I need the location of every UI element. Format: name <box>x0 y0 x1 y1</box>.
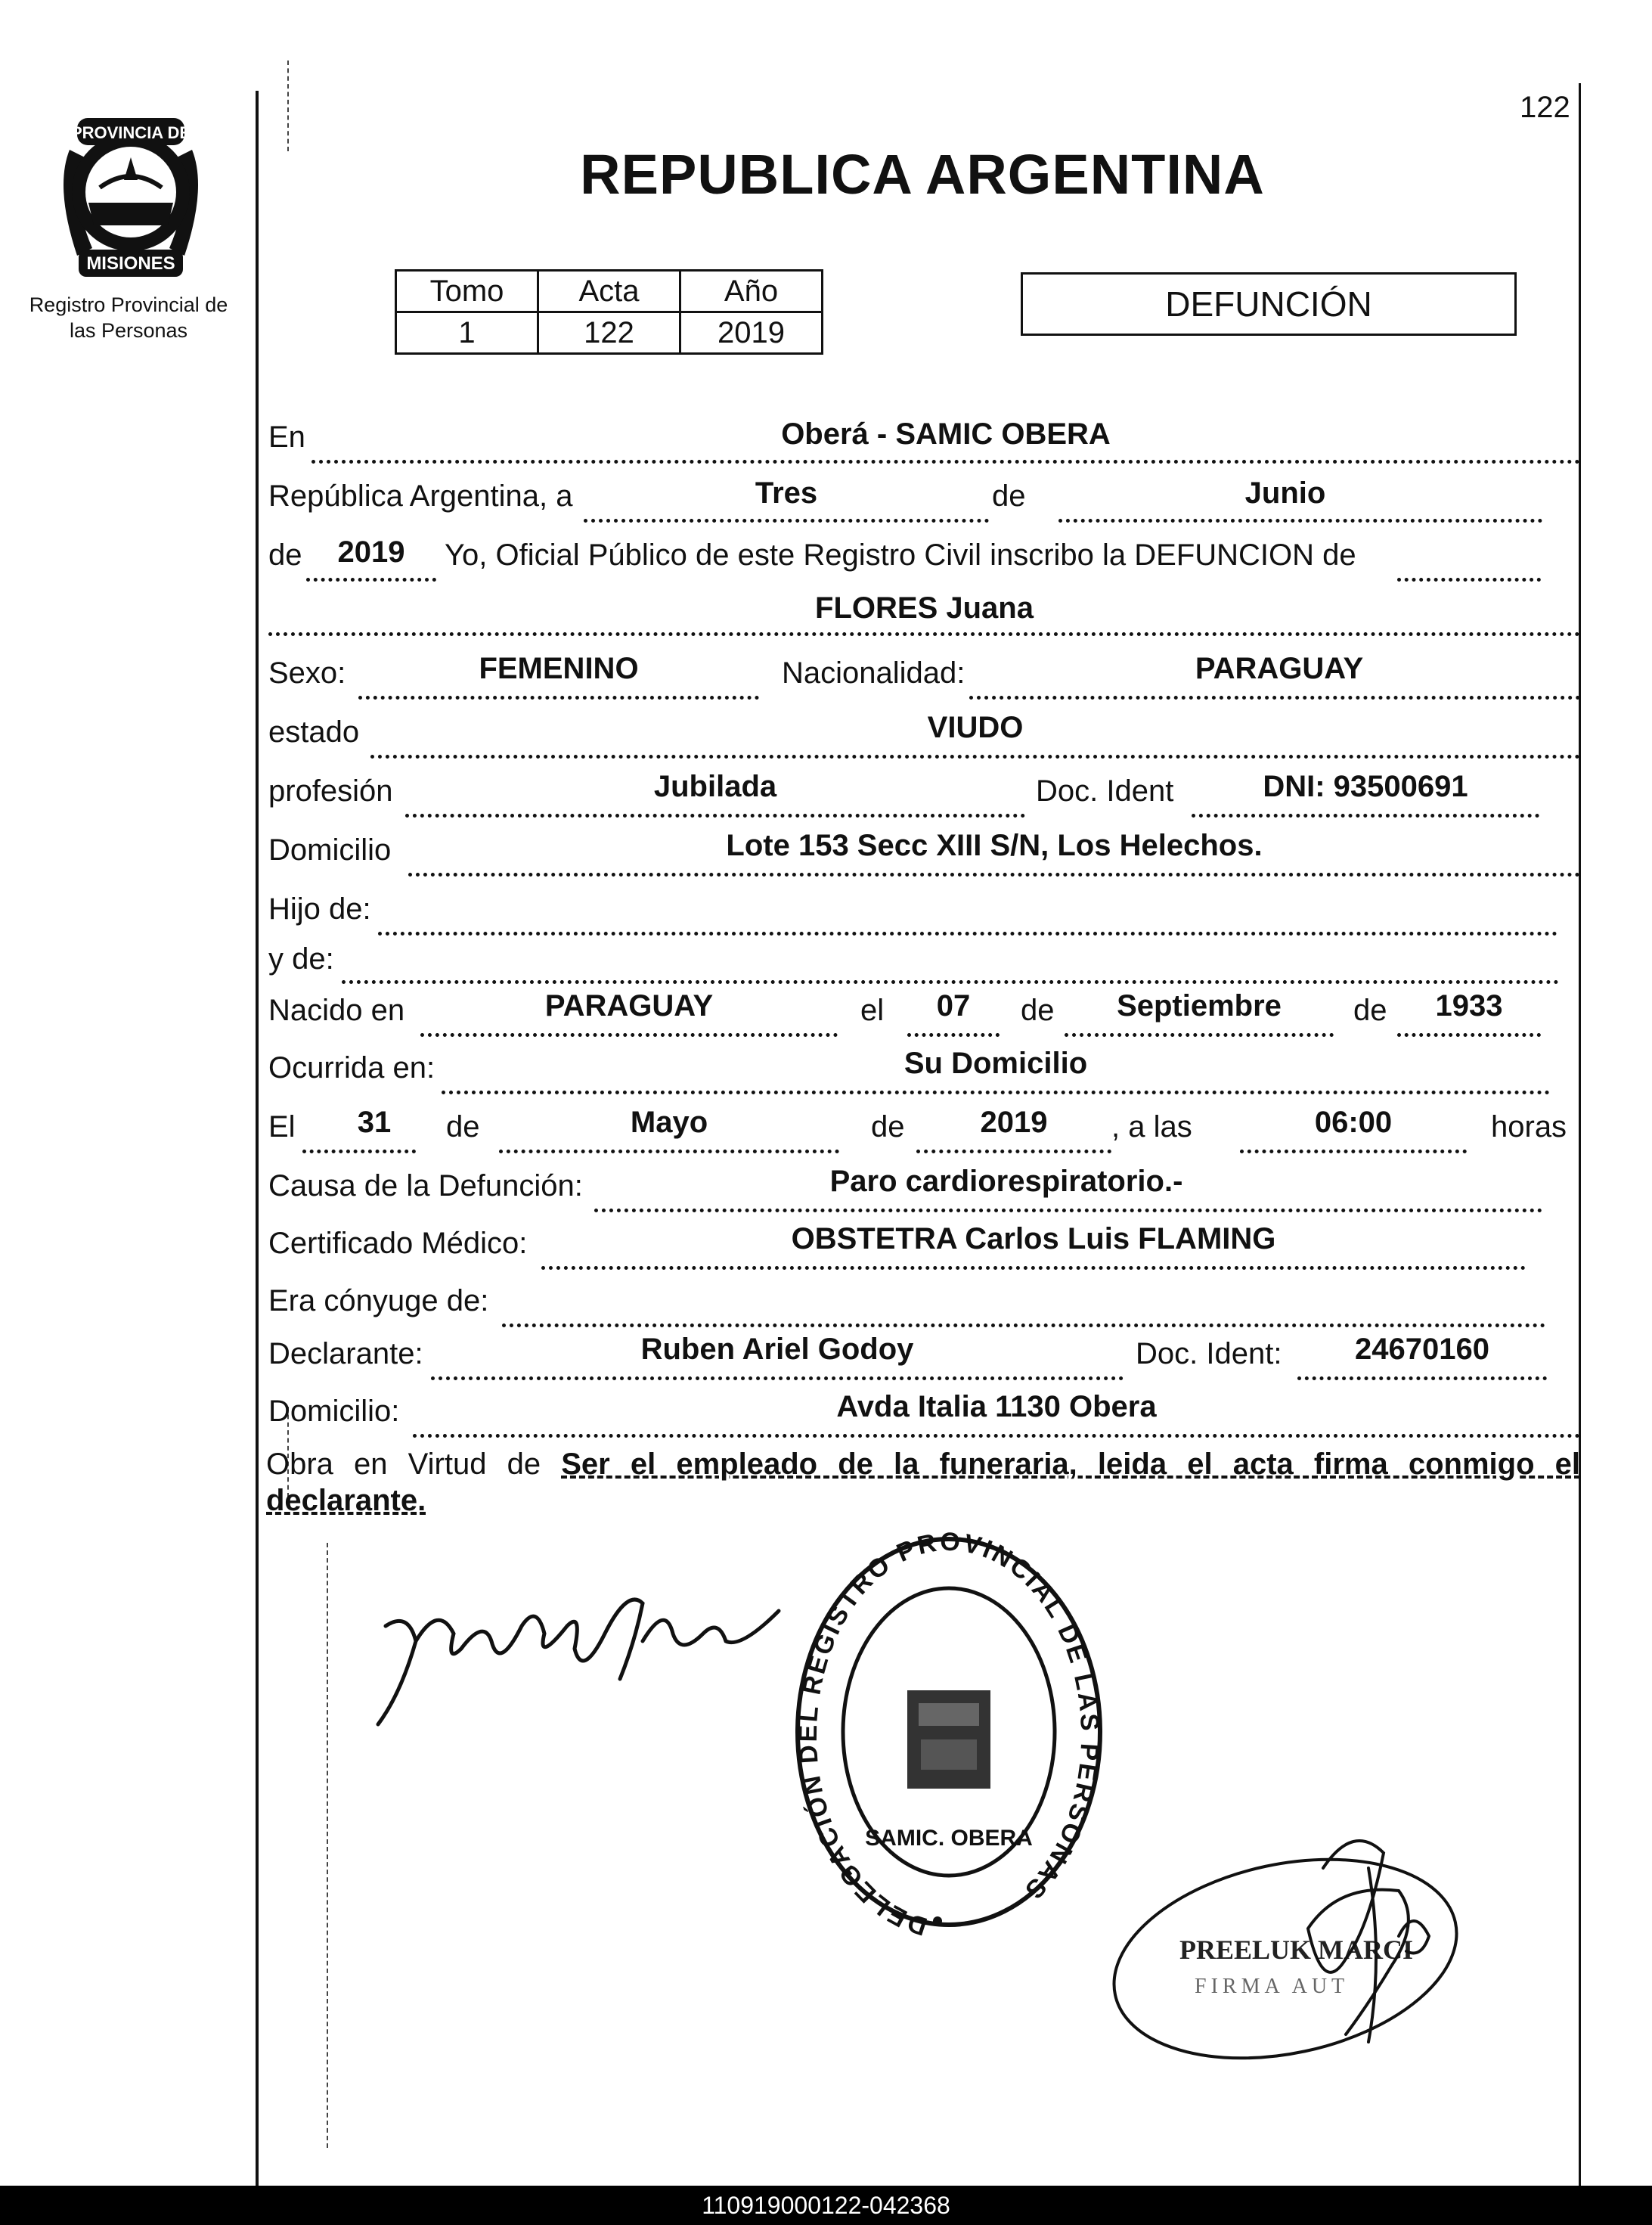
def-anio-value: 2019 <box>980 1106 1048 1139</box>
record-table-header-row <box>396 271 823 312</box>
el-fecha-label: El <box>268 1110 296 1144</box>
obra-value-line2: declarante. <box>266 1484 426 1517</box>
profesion-value: Jubilada <box>653 770 777 803</box>
logo-top-text: PROVINCIA DE <box>70 123 191 142</box>
obra-line-1 <box>266 1446 1580 1482</box>
de2-label: de <box>1353 994 1387 1027</box>
obra-value-line1: Ser el empleado de la funeraria, leida el acta firma conmigo el <box>561 1448 1580 1481</box>
certificado-label: Certificado Médico: <box>268 1227 528 1260</box>
record-table <box>395 269 823 355</box>
registry-label-line1: Registro Provincial de <box>29 293 228 316</box>
horas-label: horas <box>1491 1110 1567 1144</box>
right-border <box>1579 83 1581 2186</box>
record-type-box: DEFUNCIÓN <box>1021 272 1517 336</box>
binding-mark <box>287 61 289 151</box>
anio-label: de <box>268 538 302 572</box>
causa-value: Paro cardiorespiratorio.- <box>829 1165 1183 1198</box>
domicilio2-label: Domicilio: <box>268 1395 400 1428</box>
estado-value: VIUDO <box>927 711 1024 744</box>
margin-rule <box>256 91 259 2186</box>
inscribo-label: Yo, Oficial Público de este Registro Civil inscribo la DEFUNCION de <box>445 538 1356 572</box>
anio-value: 2019 <box>337 535 405 569</box>
def-de1-label: de <box>446 1110 480 1144</box>
conyuge-field-line <box>502 1289 1545 1327</box>
page-title: REPUBLICA ARGENTINA <box>580 143 1265 206</box>
obra-en-virtud <box>266 1446 1580 1519</box>
logo-bottom-text: MISIONES <box>86 253 175 274</box>
registry-seal-stamp <box>786 1528 1111 1951</box>
obra-line-2 <box>266 1482 1580 1519</box>
mes-value: Junio <box>1244 476 1326 510</box>
doc-ident-value: DNI: 93500691 <box>1263 770 1468 803</box>
def-de2-label: de <box>871 1110 905 1144</box>
binding-mark <box>327 1543 328 2148</box>
footer-code: 110919000122-042368 <box>0 2186 1652 2225</box>
conyuge-label: Era cónyuge de: <box>268 1284 489 1317</box>
en-value: Oberá - SAMIC OBERA <box>781 417 1111 451</box>
nacido-dia-value: 07 <box>936 989 971 1023</box>
estado-label: estado <box>268 715 360 749</box>
yde-label: y de: <box>268 942 334 976</box>
page-number: 122 <box>1520 91 1570 124</box>
record-table-cell: 122 <box>538 312 680 354</box>
record-table-cell: 1 <box>396 312 538 354</box>
el-label: el <box>860 994 885 1027</box>
record-table-header: Tomo <box>396 271 538 312</box>
doc-ident2-value: 24670160 <box>1355 1333 1489 1366</box>
registry-label-line2: las Personas <box>69 319 188 342</box>
official-stamp-sub: FIRMA AUT <box>1195 1975 1350 1998</box>
def-dia-value: 31 <box>357 1106 392 1139</box>
ocurrida-value: Su Domicilio <box>903 1047 1088 1080</box>
record-table-cell: 2019 <box>680 312 823 354</box>
doc-ident-label: Doc. Ident <box>1036 774 1174 808</box>
hijo-label: Hijo de: <box>268 892 371 926</box>
dia-value: Tres <box>755 476 818 510</box>
seal-inner-text: SAMIC. OBERA <box>865 1826 1033 1851</box>
domicilio-label: Domicilio <box>268 833 392 867</box>
nombre-value: FLORES Juana <box>815 591 1034 625</box>
record-table-header: Año <box>680 271 823 312</box>
obra-label: Obra en Virtud de <box>266 1448 541 1481</box>
official-stamp-name: PREELUK MARCI <box>1179 1935 1414 1965</box>
alas-label: , a las <box>1111 1110 1192 1144</box>
record-table-header: Acta <box>538 271 680 312</box>
inscribo-field-line <box>1397 543 1541 582</box>
doc-ident2-label: Doc. Ident: <box>1136 1337 1282 1370</box>
seal-ring-text: DELEGACIÓN DEL REGISTRO PROVINCIAL DE LAS PERSONAS <box>793 1528 1105 1941</box>
nacido-label: Nacido en <box>268 994 405 1027</box>
official-signature <box>1096 1808 1520 2065</box>
domicilio2-value: Avda Italia 1130 Obera <box>836 1390 1157 1423</box>
de-label: de <box>992 479 1026 513</box>
registry-label <box>8 292 250 343</box>
sexo-value: FEMENINO <box>479 652 639 685</box>
nacido-lugar-value: PARAGUAY <box>544 989 714 1023</box>
province-logo <box>47 104 215 280</box>
yde-field-line <box>342 945 1559 984</box>
nacido-anio-value: 1933 <box>1435 989 1503 1023</box>
causa-label: Causa de la Defunción: <box>268 1169 583 1202</box>
ocurrida-label: Ocurrida en: <box>268 1051 435 1085</box>
republica-label: República Argentina, a <box>268 479 573 513</box>
nacionalidad-value: PARAGUAY <box>1195 652 1364 685</box>
record-table-value-row <box>396 312 823 354</box>
hijo-field-line <box>378 897 1557 936</box>
certificado-value: OBSTETRA Carlos Luis FLAMING <box>791 1222 1276 1255</box>
nacionalidad-label: Nacionalidad: <box>782 656 965 690</box>
domicilio-value: Lote 153 Secc XIII S/N, Los Helechos. <box>726 829 1263 862</box>
def-mes-value: Mayo <box>630 1106 708 1139</box>
declarante-signature <box>355 1558 809 1739</box>
en-label: En <box>268 420 305 454</box>
profesion-label: profesión <box>268 774 393 808</box>
declarante-label: Declarante: <box>268 1337 423 1370</box>
sexo-label: Sexo: <box>268 656 346 690</box>
nacido-mes-value: Septiembre <box>1117 989 1282 1023</box>
def-hora-value: 06:00 <box>1314 1106 1393 1139</box>
declarante-value: Ruben Ariel Godoy <box>640 1333 914 1366</box>
de1-label: de <box>1021 994 1055 1027</box>
